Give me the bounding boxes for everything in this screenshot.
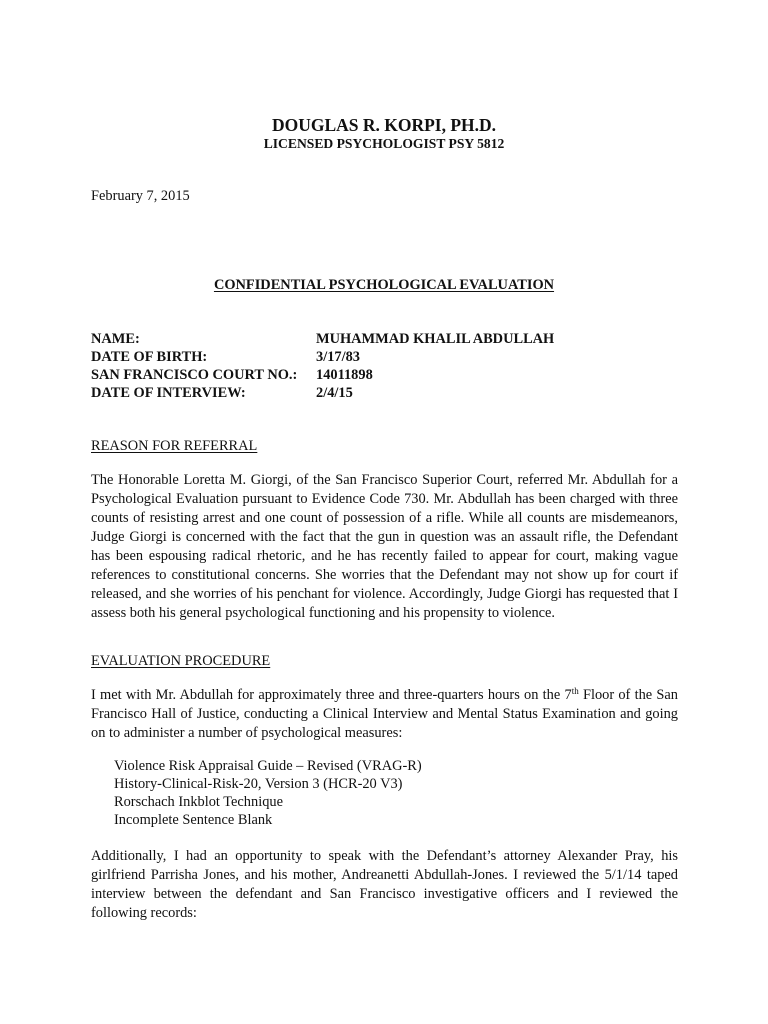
additional-paragraph: Additionally, I had an opportunity to speak with the Defendant’s attorney Alexander Pray, his girlfriend Parrisha Jones, and his mother, Andreanetti Abdullah-Jones. I reviewed the 5/1/14 taped interview between the defendant and San Francisco investigative officers and I reviewed the following records: [91, 848, 678, 921]
info-label-court-no: SAN FRANCISCO COURT NO.: [91, 367, 298, 383]
measure-item: Incomplete Sentence Blank [114, 812, 273, 828]
info-label-name: NAME: [91, 331, 140, 347]
procedure-paragraph [91, 686, 678, 743]
info-label-interview-date: DATE OF INTERVIEW: [91, 385, 246, 401]
procedure-heading: EVALUATION PROCEDURE [91, 653, 271, 669]
ordinal-suffix: th [571, 686, 579, 696]
info-value-name: MUHAMMAD KHALIL ABDULLAH [316, 331, 555, 347]
referral-paragraph: The Honorable Loretta M. Giorgi, of the San Francisco Superior Court, referred Mr. Abdullah for a Psychological Evaluation pursuant to Evidence Code 730. Mr. Abdullah has been charged with three counts of resisting arrest and one count of possession of a rifle. While all counts are misdemeanors, Judge Giorgi is concerned with the fact that the gun in question was an assault rifle, the Defendant has been espousing radical rhetoric, and he has recently failed to appear for court, making vague references to constitutional concerns. She worries that the Defendant may not show up for court if released, and she worries of his penchant for violence. Accordingly, Judge Giorgi has requested that I assess both his general psychological functioning and his propensity to violence. [91, 472, 678, 621]
info-value-dob: 3/17/83 [316, 349, 360, 365]
measure-item: Rorschach Inkblot Technique [114, 794, 283, 810]
procedure-text-part2: Floor of the San Francisco Hall of Justice, conducting a Clinical Interview and Mental Status Examination and going on to administer a number of psychological measures: [91, 687, 678, 741]
referral-heading: REASON FOR REFERRAL [91, 438, 258, 454]
measure-item: Violence Risk Appraisal Guide – Revised (VRAG-R) [114, 758, 422, 774]
document-title-text: CONFIDENTIAL PSYCHOLOGICAL EVALUATION [213, 277, 555, 293]
info-label-dob: DATE OF BIRTH: [91, 349, 208, 365]
measure-item: History-Clinical-Risk-20, Version 3 (HCR-20 V3) [114, 776, 403, 792]
info-value-court-no: 14011898 [316, 367, 373, 383]
document-title [0, 276, 768, 295]
author-license: LICENSED PSYCHOLOGIST PSY 5812 [263, 136, 505, 151]
procedure-text-part1: I met with Mr. Abdullah for approximately three and three-quarters hours on the 7 [91, 687, 572, 703]
info-value-interview-date: 2/4/15 [316, 385, 353, 401]
author-name: DOUGLAS R. KORPI, PH.D. [271, 115, 497, 135]
document-date: February 7, 2015 [91, 188, 190, 204]
